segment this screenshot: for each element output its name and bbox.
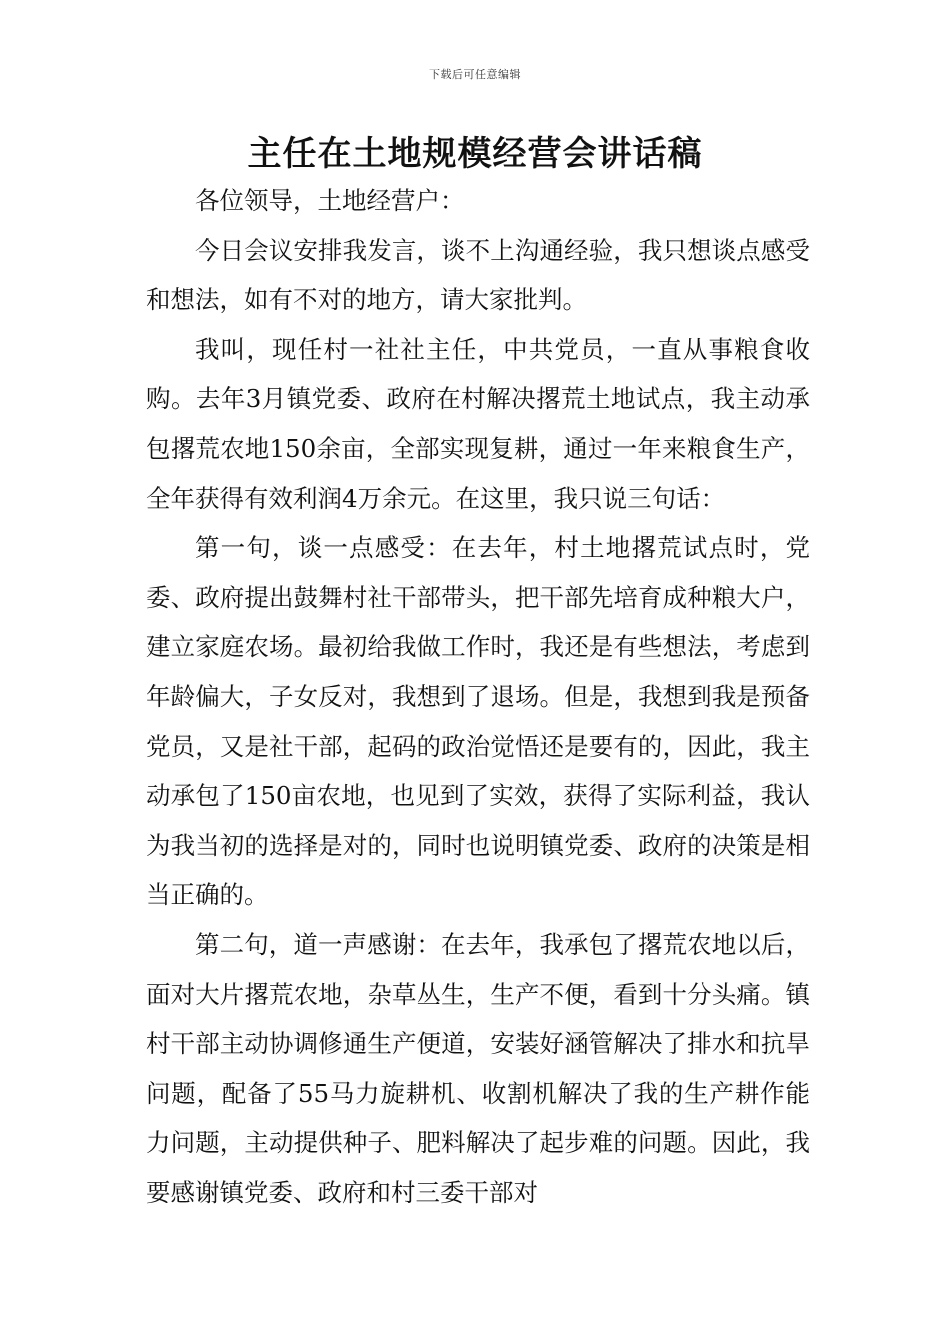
paragraph-second-point: 第二句，道一声感谢：在去年，我承包了撂荒农地以后，面对大片撂荒农地，杂草丛生，生产不便，看到十分头痛。镇村干部主动协调修通生产便道，安装好涵管解决了排水和抗旱问题，配备了55马力旋耕机、收割机解决了我的生产耕作能力问题，主动提供种子、肥料解决了起步难的问题。因此，我要感谢镇党委、政府和村三委干部对 — [146, 929, 810, 1207]
paragraph-opening: 今日会议安排我发言，谈不上沟通经验，我只想谈点感受和想法，如有不对的地方，请大家批判。 — [146, 235, 810, 315]
document-title: 主任在土地规模经营会讲话稿 — [247, 134, 703, 174]
paragraph-first-point: 第一句，谈一点感受：在去年，村土地撂荒试点时，党委、政府提出鼓舞村社干部带头，把干部先培育成种粮大户，建立家庭农场。最初给我做工作时，我还是有些想法，考虑到年龄偏大，子女反对，我想到了退场。但是，我想到我是预备党员，又是社干部，起码的政治觉悟还是要有的，因此，我主动承包了150亩农地，也见到了实效，获得了实际利益，我认为我当初的选择是对的，同时也说明镇党委、政府的决策是相当正确的。 — [146, 533, 810, 910]
document-body — [146, 176, 810, 1217]
paragraph-introduction: 我叫，现任村一社社主任，中共党员，一直从事粮食收购。去年3月镇党委、政府在村解决撂荒土地试点，我主动承包撂荒农地150余亩，全部实现复耕，通过一年来粮食生产，全年获得有效利润4万余元。在这里，我只说三句话： — [146, 334, 810, 513]
paragraph-salutation: 各位领导，土地经营户： — [195, 186, 465, 215]
header-note: 下载后可任意编辑 — [429, 68, 521, 81]
